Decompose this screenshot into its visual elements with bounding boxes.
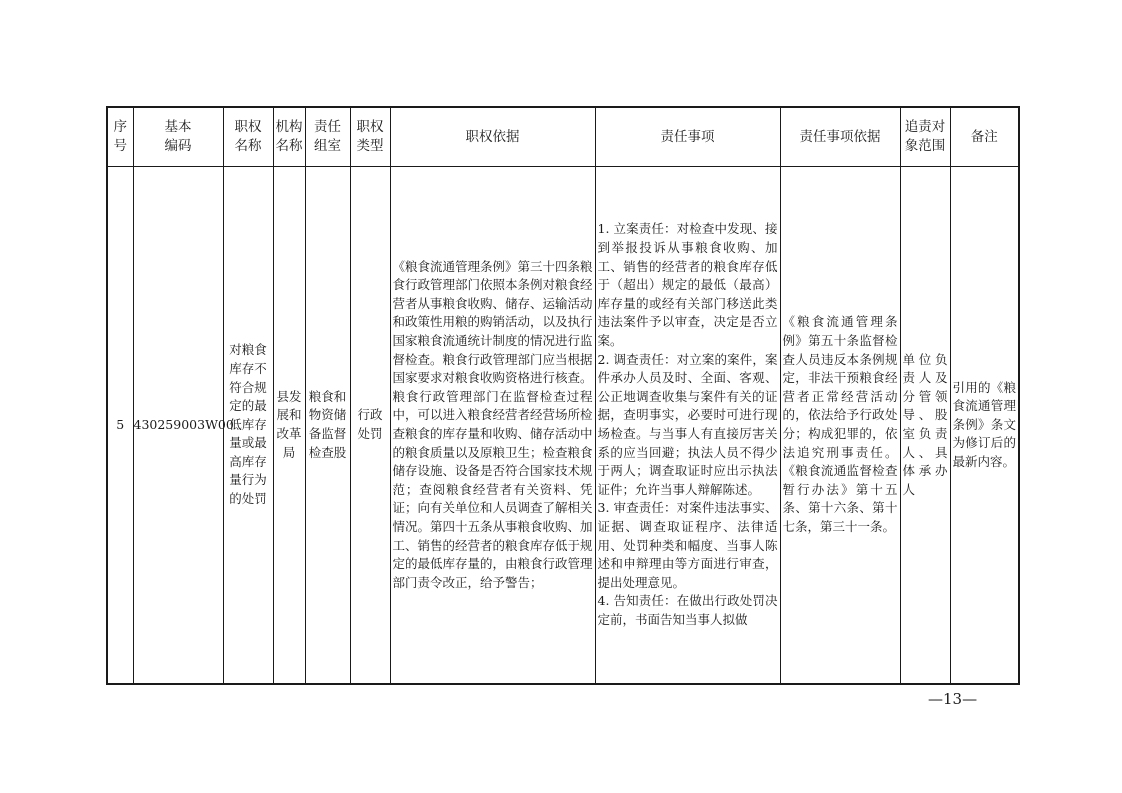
cell-name: 对粮食库存不符合规定的最低库存量或最高库存量行为的处罚: [223, 167, 273, 685]
header-note: 备注: [950, 107, 1019, 167]
cell-org: 县发展和改革局: [273, 167, 305, 685]
header-basis: 职权依据: [390, 107, 595, 167]
header-type: 职权 类型: [350, 107, 390, 167]
table-row: [107, 167, 1019, 685]
cell-duty: 1. 立案责任：对检查中发现、接到举报投诉从事粮食收购、加工、销售的经营者的粮食库存低于（超出）规定的最低（最高）库存量的或经有关部门移送此类违法案件予以审查，决定是否立案。 2. 调查责任：对立案的案件，案件承办人员及时、全面、客观、公正地调查收集与案件有关的证据，查明事实，必要时可进行现场检查。与当事人有直接厉害关系的应当回避；执法人员不得少于两人；调查取证时应出示执法证件；允许当事人辩解陈述。 3. 审查责任：对案件违法事实、证据、调查取证程序、法律适用、处罚种类和幅度、当事人陈述和申辩理由等方面进行审查，提出处理意见。 4. 告知责任：在做出行政处罚决定前，书面告知当事人拟做: [595, 167, 780, 685]
cell-type: 行政处罚: [350, 167, 390, 685]
header-name: 职权 名称: [223, 107, 273, 167]
cell-scope: 单位负责人及分管领导、股室负责人、具体承办人: [900, 167, 950, 685]
cell-basis: 《粮食流通管理条例》第三十四条粮食行政管理部门依照本条例对粮食经营者从事粮食收购、储存、运输活动和政策性用粮的购销活动，以及执行国家粮食流通统计制度的情况进行监督检查。粮食行政管理部门应当根据国家要求对粮食收购资格进行核查。粮食行政管理部门在监督检查过程中，可以进入粮食经营者经营场所检查粮食的库存量和收购、储存活动中的粮食质量以及原粮卫生；检查粮食储存设施、设备是否符合国家技术规范；查阅粮食经营者有关资料、凭证；向有关单位和人员调查了解相关情况。第四十五条从事粮食收购、加工、销售的经营者的粮食库存低于规定的最低库存量的，由粮食行政管理部门责令改正，给予警告；: [390, 167, 595, 685]
cell-duty-basis: 《粮食流通管理条例》第五十条监督检查人员违反本条例规定，非法干预粮食经营者正常经营活动的，依法给予行政处分；构成犯罪的，依法追究刑事责任。《粮食流通监督检查暂行办法》第十五条、第十六条、第十七条，第三十一条。: [780, 167, 900, 685]
header-dept: 责任 组室: [305, 107, 350, 167]
cell-dept: 粮食和物资储备监督检查股: [305, 167, 350, 685]
cell-seq: 5: [107, 167, 133, 685]
header-seq: 序 号: [107, 107, 133, 167]
header-scope: 追责对 象范围: [900, 107, 950, 167]
header-org: 机构 名称: [273, 107, 305, 167]
page-number: —13—: [928, 690, 978, 708]
cell-code: 430259003W00: [133, 167, 223, 685]
header-duty: 责任事项: [595, 107, 780, 167]
responsibility-table: [106, 106, 1020, 685]
header-duty-basis: 责任事项依据: [780, 107, 900, 167]
header-row: [107, 107, 1019, 167]
cell-note: 引用的《粮食流通管理条例》条文为修订后的最新内容。: [950, 167, 1019, 685]
header-code: 基本 编码: [133, 107, 223, 167]
